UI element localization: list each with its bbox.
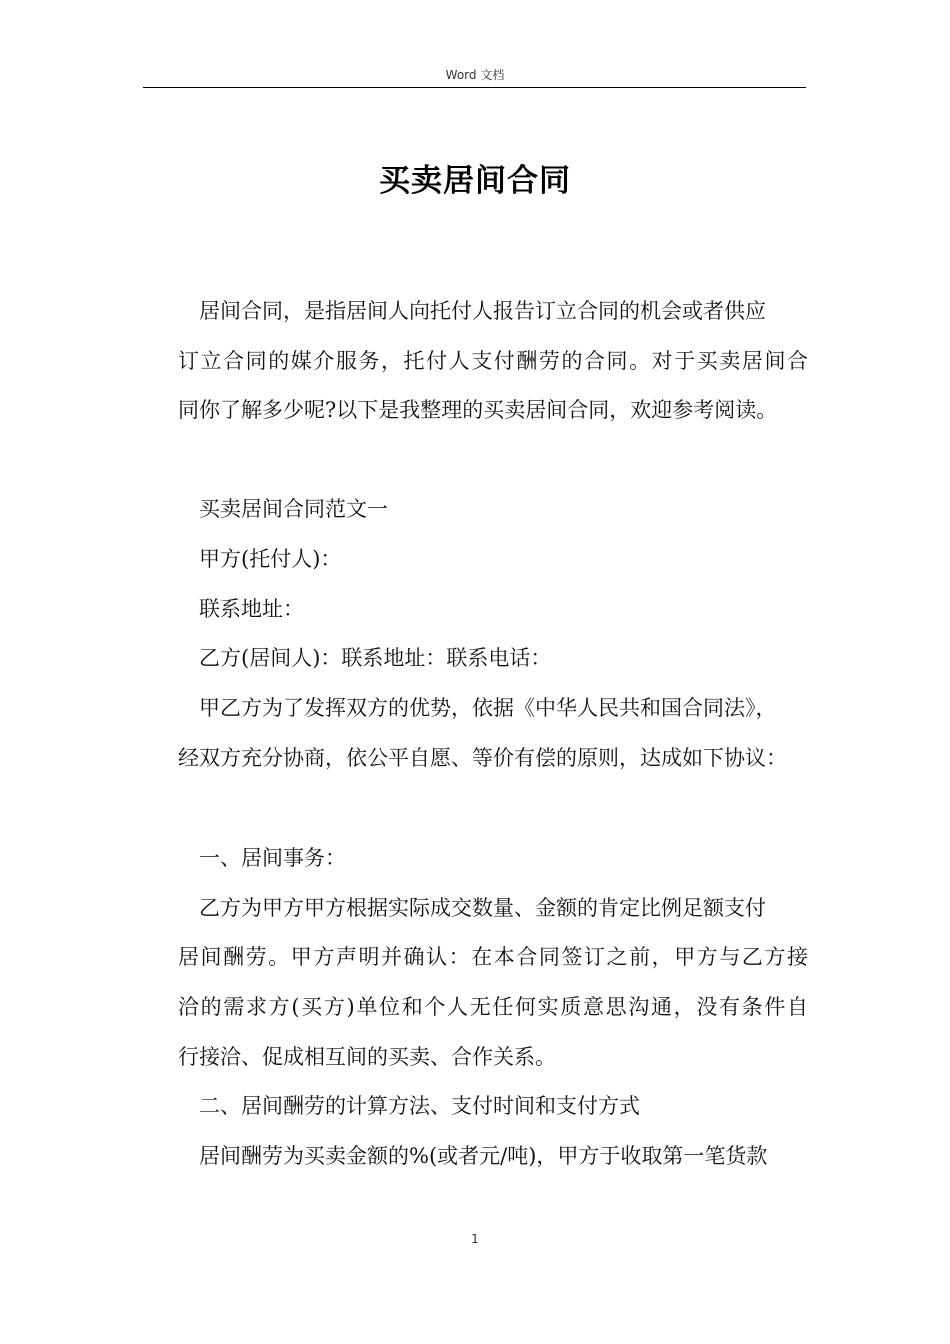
- body-line: 乙方为甲方甲方根据实际成交数量、金额的肯定比例足额支付: [199, 896, 766, 920]
- body-line: 甲方(托付人)：: [199, 547, 342, 571]
- header-label: Word 文档: [445, 68, 505, 82]
- body-line: 居间酬劳。甲方声明并确认：在本合同签订之前，甲方与乙方接: [178, 945, 808, 969]
- document-title: 买卖居间合同: [379, 163, 571, 199]
- body-line: 订立合同的媒介服务，托付人支付酬劳的合同。对于买卖居间合: [178, 349, 808, 373]
- body-line: 甲乙方为了发挥双方的优势，依据《中华人民共和国合同法》，: [199, 696, 777, 720]
- section-heading: 买卖居间合同范文一: [199, 497, 388, 521]
- page-number: 1: [471, 1232, 479, 1246]
- body-line: 洽的需求方(买方)单位和个人无任何实质意思沟通，没有条件自: [178, 995, 808, 1019]
- body-line: 同你了解多少呢?以下是我整理的买卖居间合同，欢迎参考阅读。: [178, 398, 778, 422]
- body-line: 居间酬劳为买卖金额的%(或者元/吨)，甲方于收取第一笔货款: [199, 1144, 768, 1168]
- body-line: 经双方充分协商，依公平自愿、等价有偿的原则，达成如下协议：: [178, 746, 787, 770]
- header-divider: [143, 87, 806, 88]
- section-heading: 二、居间酬劳的计算方法、支付时间和支付方式: [199, 1094, 640, 1118]
- body-line: 乙方(居间人)：联系地址：联系电话：: [199, 646, 552, 670]
- body-line: 行接洽、促成相互间的买卖、合作关系。: [178, 1045, 556, 1069]
- body-line: 联系地址：: [199, 597, 304, 621]
- body-line: 居间合同，是指居间人向托付人报告订立合同的机会或者供应: [199, 299, 766, 323]
- section-heading: 一、居间事务：: [199, 846, 346, 870]
